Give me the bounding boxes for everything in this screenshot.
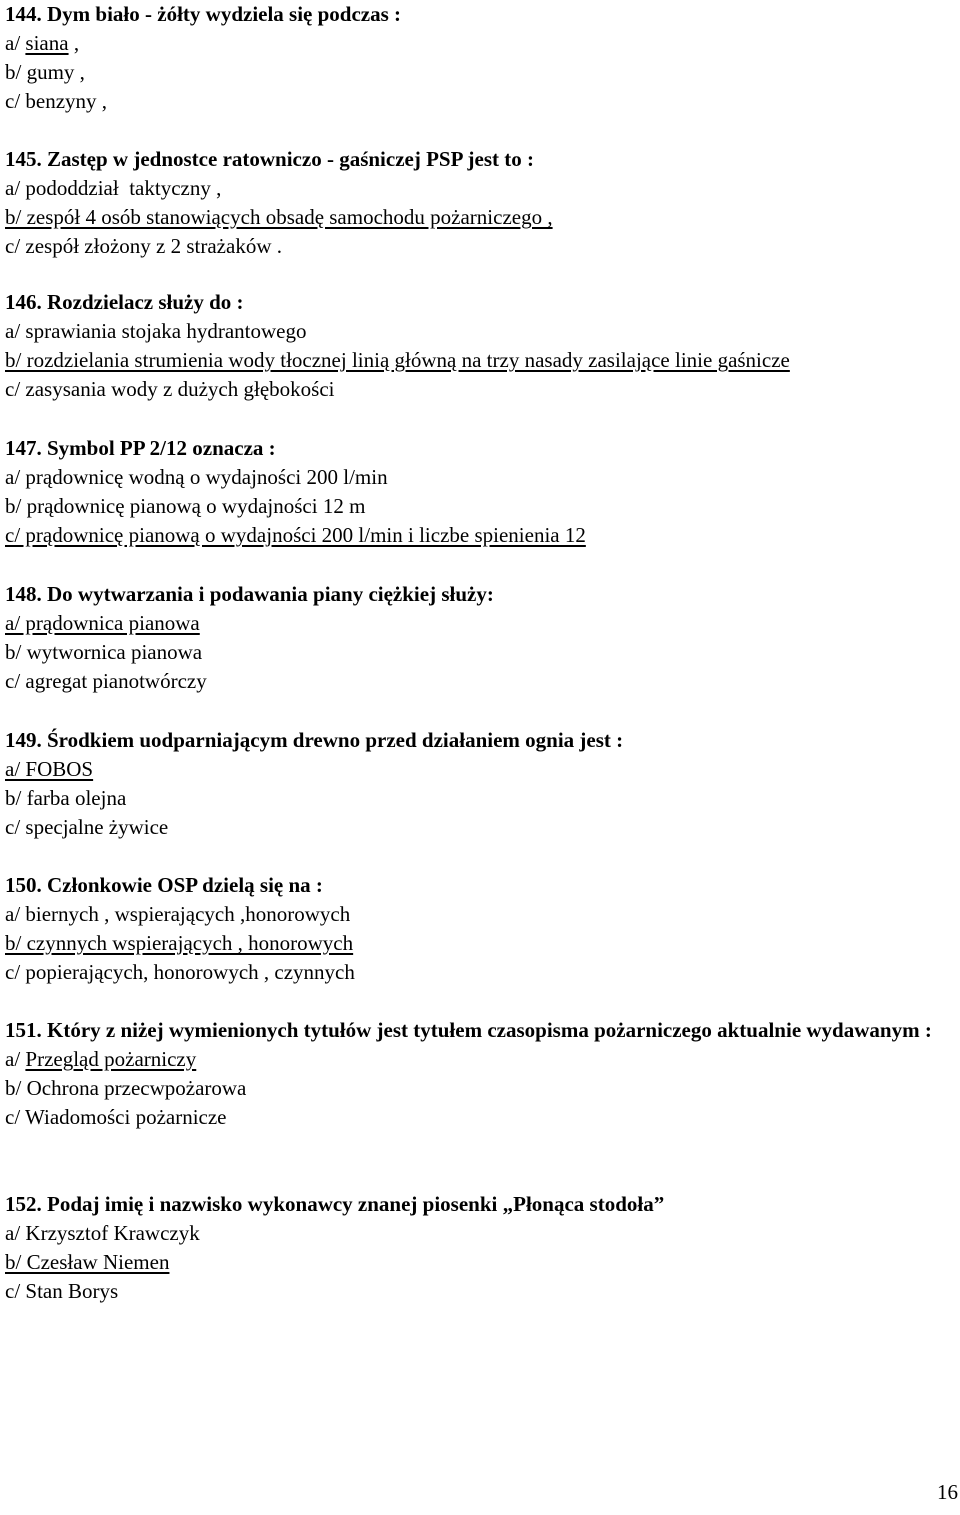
answer-a: a/ prądownicę wodną o wydajności 200 l/min [5,465,388,489]
question-146 [5,288,960,404]
answer-c: c/ specjalne żywice [5,815,169,839]
question-152 [5,1190,960,1306]
answer-a: a/ pododdział taktyczny , [5,176,222,200]
question-title: 150. Członkowie OSP dzielą się na : [5,873,323,897]
answer-b: b/ czynnych wspierających , honorowych [5,931,354,955]
answer-c: c/ prądownicę pianową o wydajności 200 l/min i liczbe spienienia 12 [5,523,586,547]
question-title: 151. Który z niżej wymienionych tytułów jest tytułem czasopisma pożarniczego aktualnie wydawanym : [5,1018,932,1042]
answer-a: a/ prądownica pianowa [5,611,200,635]
answer-a [5,1045,960,1074]
question-147 [5,434,960,550]
answer-b: b/ farba olejna [5,786,127,810]
answer-b: b/ wytwornica pianowa [5,640,203,664]
answer-a: a/ biernych , wspierających ,honorowych [5,902,351,926]
answer-text-underlined: siana [25,31,69,55]
answer-c: c/ agregat pianotwórczy [5,669,207,693]
question-148 [5,580,960,696]
answer-c: c/ benzyny , [5,89,108,113]
answer-b: b/ Czesław Niemen [5,1250,170,1274]
answer-c: c/ Stan Borys [5,1279,119,1303]
question-145 [5,145,960,261]
question-title: 149. Środkiem uodparniającym drewno przed działaniem ognia jest : [5,728,624,752]
question-title: 144. Dym biało - żółty wydziela się podczas : [5,2,402,26]
answer-b: b/ zespół 4 osób stanowiących obsadę samochodu pożarniczego , [5,205,553,229]
question-144 [5,0,960,116]
answer-text-underlined: Przegląd pożarniczy [25,1047,197,1071]
answer-a: a/ Krzysztof Krawczyk [5,1221,200,1245]
question-title: 146. Rozdzielacz służy do : [5,290,244,314]
question-title: 148. Do wytwarzania i podawania piany ciężkiej służy: [5,582,494,606]
answer-a: a/ sprawiania stojaka hydrantowego [5,319,307,343]
question-title: 152. Podaj imię i nazwisko wykonawcy znanej piosenki „Płonąca stodoła” [5,1192,665,1216]
answer-a [5,29,960,58]
answer-a: a/ FOBOS [5,757,94,781]
answer-suffix: , [68,31,80,55]
answer-b: b/ gumy , [5,60,85,84]
answer-prefix: a/ [5,31,26,55]
answer-prefix: a/ [5,1047,26,1071]
answer-c: c/ popierających, honorowych , czynnych [5,960,355,984]
answer-c: c/ zasysania wody z dużych głębokości [5,377,335,401]
question-title: 147. Symbol PP 2/12 oznacza : [5,436,276,460]
question-150 [5,871,960,987]
question-title: 145. Zastęp w jednostce ratowniczo - gaśniczej PSP jest to : [5,147,534,171]
question-151 [5,1016,960,1132]
question-149 [5,726,960,842]
answer-c: c/ zespół złożony z 2 strażaków . [5,234,282,258]
answer-b: b/ rozdzielania strumienia wody tłocznej linią główną na trzy nasady zasilające linie gaśnicze [5,348,790,372]
answer-c: c/ Wiadomości pożarnicze [5,1105,227,1129]
answer-b: b/ Ochrona przecwpożarowa [5,1076,247,1100]
page-number: 16 [937,1480,958,1504]
answer-b: b/ prądownicę pianową o wydajności 12 m [5,494,366,518]
